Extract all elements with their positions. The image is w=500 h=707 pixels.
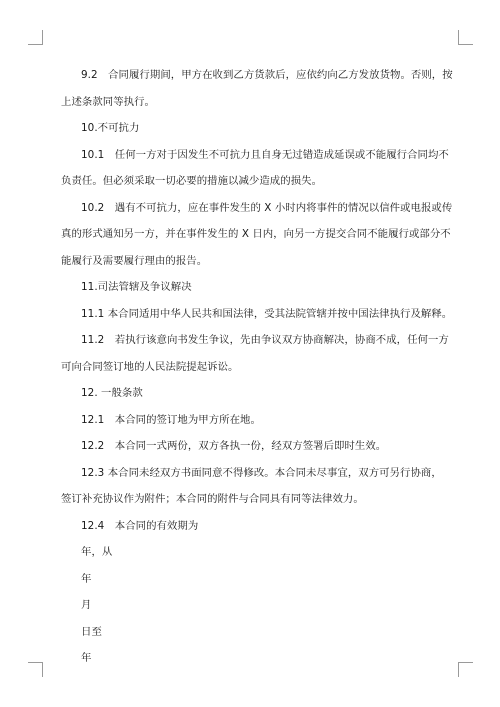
text-line: 11.1 本合同适用中华人民共和国法律，受其法院管辖并按中国法律执行及解释。 bbox=[81, 307, 453, 320]
text-line: 月 bbox=[81, 599, 92, 611]
text-line: 签订补充协议作为附件；本合同的附件与合同具有同等法律效力。 bbox=[61, 493, 364, 505]
text-line: 上述条款同等执行。 bbox=[61, 95, 155, 108]
text-line: 11.2 若执行该意向书发生争议，先由争议双方协商解决，协商不成，任何一方 bbox=[81, 334, 449, 346]
text-line: 12.4 本合同的有效期为 bbox=[81, 519, 199, 532]
text-line: 9.2 合同履行期间，甲方在收到乙方货款后，应依约向乙方发放货物。否则，按 bbox=[81, 69, 453, 81]
document-body bbox=[61, 62, 453, 672]
text-line: 12.2 本合同一式两份，双方各执一份，经双方签署后即时生效。 bbox=[81, 440, 387, 452]
text-line: 年 bbox=[81, 572, 92, 585]
text-line: 负责任。但必须采取一切必要的措施以减少造成的损失。 bbox=[61, 175, 323, 187]
crop-mark-bottom-left bbox=[28, 662, 43, 677]
text-line: 10.1 任何一方对于因发生不可抗力且自身无过错造成延误或不能履行合同均不 bbox=[81, 148, 449, 161]
text-line: 可向合同签订地的人民法院提起诉讼。 bbox=[61, 360, 239, 373]
text-line: 10.2 遇有不可抗力，应在事件发生的 X 小时内将事件的情况以信件或电报或传 bbox=[81, 201, 453, 214]
text-line: 10.不可抗力 bbox=[81, 122, 140, 134]
crop-mark-top-right bbox=[458, 30, 473, 45]
text-line: 年 bbox=[81, 652, 92, 664]
text-line: 年，从 bbox=[81, 546, 113, 558]
text-line: 能履行及需要履行理由的报告。 bbox=[61, 254, 208, 267]
text-line: 12. 一般条款 bbox=[81, 387, 143, 399]
text-line: 日至 bbox=[81, 625, 102, 638]
crop-mark-bottom-right bbox=[458, 662, 473, 677]
crop-mark-top-left bbox=[28, 30, 43, 45]
text-line: 12.3 本合同未经双方书面同意不得修改。本合同未尽事宜，双方可另行协商， bbox=[81, 466, 442, 479]
text-line: 真的形式通知另一方，并在事件发生的 X 日内，向另一方提交合同不能履行或部分不 bbox=[61, 228, 451, 240]
text-line: 11.司法管辖及争议解决 bbox=[81, 281, 192, 293]
text-line: 12.1 本合同的签订地为甲方所在地。 bbox=[81, 413, 261, 426]
